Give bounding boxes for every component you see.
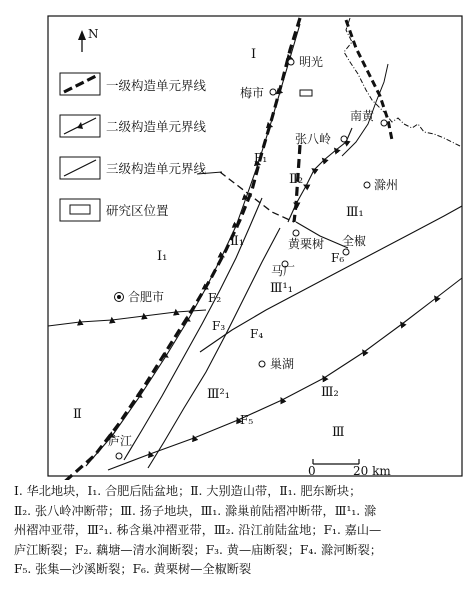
fault-label-F2: F₂: [208, 291, 222, 305]
fault-label-F4: F₄: [250, 327, 264, 341]
city-marker-huanglishu: [293, 230, 299, 236]
city-label-huanglishu: 黄栗树: [288, 237, 325, 251]
fault-label-F6: F₆: [331, 251, 345, 265]
north-arrow-icon: [78, 30, 86, 52]
city-marker-nanhuang: [381, 120, 387, 126]
city-label-chuzhou: 滁州: [374, 178, 399, 192]
city-label-zhangbaling: 张八岭: [295, 132, 332, 146]
city-labels: [108, 54, 398, 448]
caption-line-5: F₅. 张集—沙溪断裂；F₆. 黄栗树—全椒断裂: [14, 562, 252, 577]
legend-label-1: 一级构造单元界线: [106, 78, 207, 93]
fault-f5-line: [108, 278, 462, 470]
fault-label-F1: F₁: [254, 151, 268, 165]
unit-label-I: Ⅰ: [251, 47, 257, 62]
unit-label-I1: Ⅰ₁: [157, 249, 168, 264]
unit-label-III1-2: Ⅲ²₁: [207, 387, 230, 402]
city-label-meishi: 梅市: [240, 86, 265, 100]
unit-label-II2: Ⅱ₂: [289, 172, 304, 187]
city-marker-zhangbaling: [341, 136, 347, 142]
figure-caption: [14, 482, 462, 580]
caption-line-4: 庐江断裂；F₂. 藕塘—清水涧断裂；F₃. 黄—庙断裂；F₄. 滁河断裂；: [14, 542, 382, 557]
city-label-hefei: 合肥市: [128, 290, 165, 304]
city-marker-lujiang: [116, 453, 122, 459]
scale-max: 20 km: [353, 464, 391, 478]
study-area: [300, 90, 312, 96]
unit-label-II1: Ⅱ₁: [230, 234, 245, 249]
unit-label-II: Ⅱ: [73, 407, 82, 422]
legend-label-4: 研究区位置: [106, 203, 169, 218]
caption-line-2: Ⅱ₂. 张八岭冲断带；Ⅲ. 扬子地块，Ⅲ₁. 滁巢前陆褶冲断带，Ⅲ¹₁. 滁: [14, 503, 377, 518]
fault-label-F5: F₅: [240, 413, 254, 427]
legend-label-2: 二级构造单元界线: [106, 119, 207, 134]
city-label-lujiang: 庐江: [108, 434, 133, 448]
section-line: [220, 172, 294, 222]
caption-line-1: Ⅰ. 华北地块，Ⅰ₁. 合肥后陆盆地；Ⅱ. 大别造山带，Ⅱ₁. 肥东断块；: [14, 484, 362, 498]
city-marker-meishi: [270, 89, 276, 95]
unit-label-III: Ⅲ: [332, 425, 345, 440]
city-label-mingguang: 明光: [299, 55, 324, 69]
unit-label-III1-1: Ⅲ¹₁: [270, 281, 293, 296]
fault-f4-line: [200, 206, 462, 352]
unit-label-III1: Ⅲ₁: [346, 205, 364, 220]
fault-label-F3: F₃: [212, 319, 226, 333]
city-label-chaohu: 巢湖: [270, 357, 295, 371]
legend: [60, 73, 207, 221]
scale-zero: 0: [308, 464, 316, 478]
unit-label-III2: Ⅲ₂: [321, 385, 339, 400]
city-label-machang: 马厂: [271, 264, 296, 278]
province-boundary: [344, 18, 460, 146]
caption-line-3: 州褶冲亚带，Ⅲ²₁. 秭含巢冲褶亚带，Ⅲ₂. 沿江前陆盆地；F₁. 嘉山—: [14, 523, 382, 538]
city-marker-chaohu: [259, 361, 265, 367]
city-label-quanjiao: 全椒: [342, 234, 367, 248]
north-label: N: [88, 27, 99, 41]
city-marker-chuzhou: [364, 182, 370, 188]
city-label-nanhuang: 南黄: [350, 109, 375, 123]
legend-label-3: 三级构造单元界线: [106, 161, 207, 176]
city-marker-mingguang: [288, 59, 294, 65]
